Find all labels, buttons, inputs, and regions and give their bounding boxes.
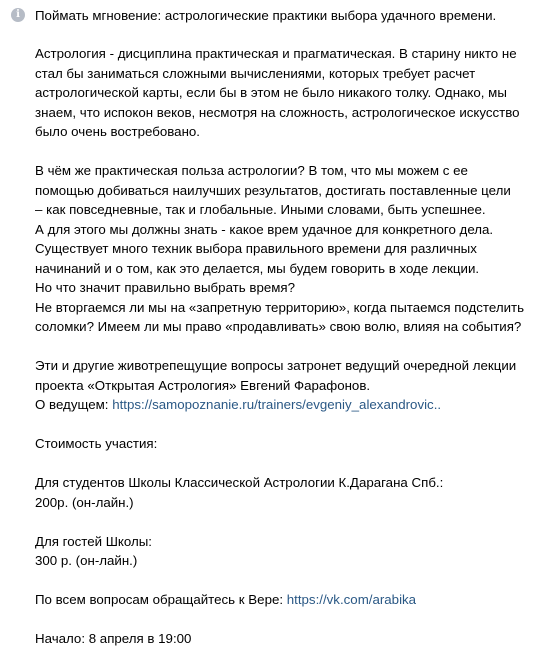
host-line xyxy=(35,395,527,415)
info-icon: i xyxy=(11,8,25,22)
contact-line xyxy=(35,590,527,610)
paragraph-gap xyxy=(35,454,527,474)
contact-label: По всем вопросам обращайтесь к Вере: xyxy=(35,592,287,607)
paragraph-gap xyxy=(35,610,527,630)
paragraph-gap xyxy=(35,337,527,357)
host-link[interactable]: https://samopoznanie.ru/trainers/evgeniy_alexandrovic.. xyxy=(112,397,442,412)
text-line: было очень востребовано. xyxy=(35,124,201,139)
text-line: – как повседневные, так и глобальные. Иными словами, быть успешнее. xyxy=(35,202,486,217)
price-students: 200р. (он-лайн.) xyxy=(35,494,134,510)
post-title: Поймать мгновение: астрологические практики выбора удачного времени. xyxy=(35,8,497,23)
text-line: Для студентов Школы Классической Астрологии К.Дарагана Спб.: xyxy=(35,475,444,490)
text-line: начинаний и о том, как это делается, мы будем говорить в ходе лекции. xyxy=(35,260,480,276)
text-line: Для гостей Школы: xyxy=(35,533,152,549)
text-line: знаем, что испокон веков, несмотря на сложность, астрологическое искусство xyxy=(35,104,520,120)
text-line: В чём же практическая польза астрологии? В том, что мы можем с ее xyxy=(35,163,468,178)
text-line: Эти и другие животрепещущие вопросы затронет ведущий очередной лекции xyxy=(35,358,517,373)
host-label: О ведущем: xyxy=(35,397,113,412)
start-time: Начало: 8 апреля в 19:00 xyxy=(35,631,192,646)
text-line: А для этого мы должны знать - какое врем удачное для конкретного дела. xyxy=(35,221,494,237)
paragraph-gap xyxy=(35,142,527,162)
price-heading: Стоимость участия: xyxy=(35,436,158,451)
text-line: Астрология - дисциплина практическая и прагматическая. В старину никто не xyxy=(35,46,517,61)
contact-link[interactable]: https://vk.com/arabika xyxy=(286,592,417,607)
paragraph-gap xyxy=(35,512,527,532)
text-line: Не вторгаемся ли мы на «запретную территорию», когда пытаемся подстелить xyxy=(35,299,525,315)
text-line: проекта «Открытая Астрология» Евгений Фарафонов. xyxy=(35,377,371,393)
paragraph-gap xyxy=(35,415,527,435)
text-line: Существует много техник выбора правильного времени для различных xyxy=(35,241,477,256)
post-body xyxy=(35,44,527,649)
text-line: стал бы заниматься сложными вычислениями, которых требует расчет xyxy=(35,65,476,81)
paragraph-gap xyxy=(35,571,527,591)
text-line: астрологической карты, если бы в этом не было никакого толку. Однако, мы xyxy=(35,85,507,100)
price-guests: 300 р. (он-лайн.) xyxy=(35,553,138,568)
text-line: помощью добиваться наилучших результатов, достигать поставленные цели xyxy=(35,182,511,198)
text-line: Но что значит правильно выбрать время? xyxy=(35,280,295,295)
text-line: соломки? Имеем ли мы право «продавливать» свою волю, влияя на события? xyxy=(35,319,522,334)
